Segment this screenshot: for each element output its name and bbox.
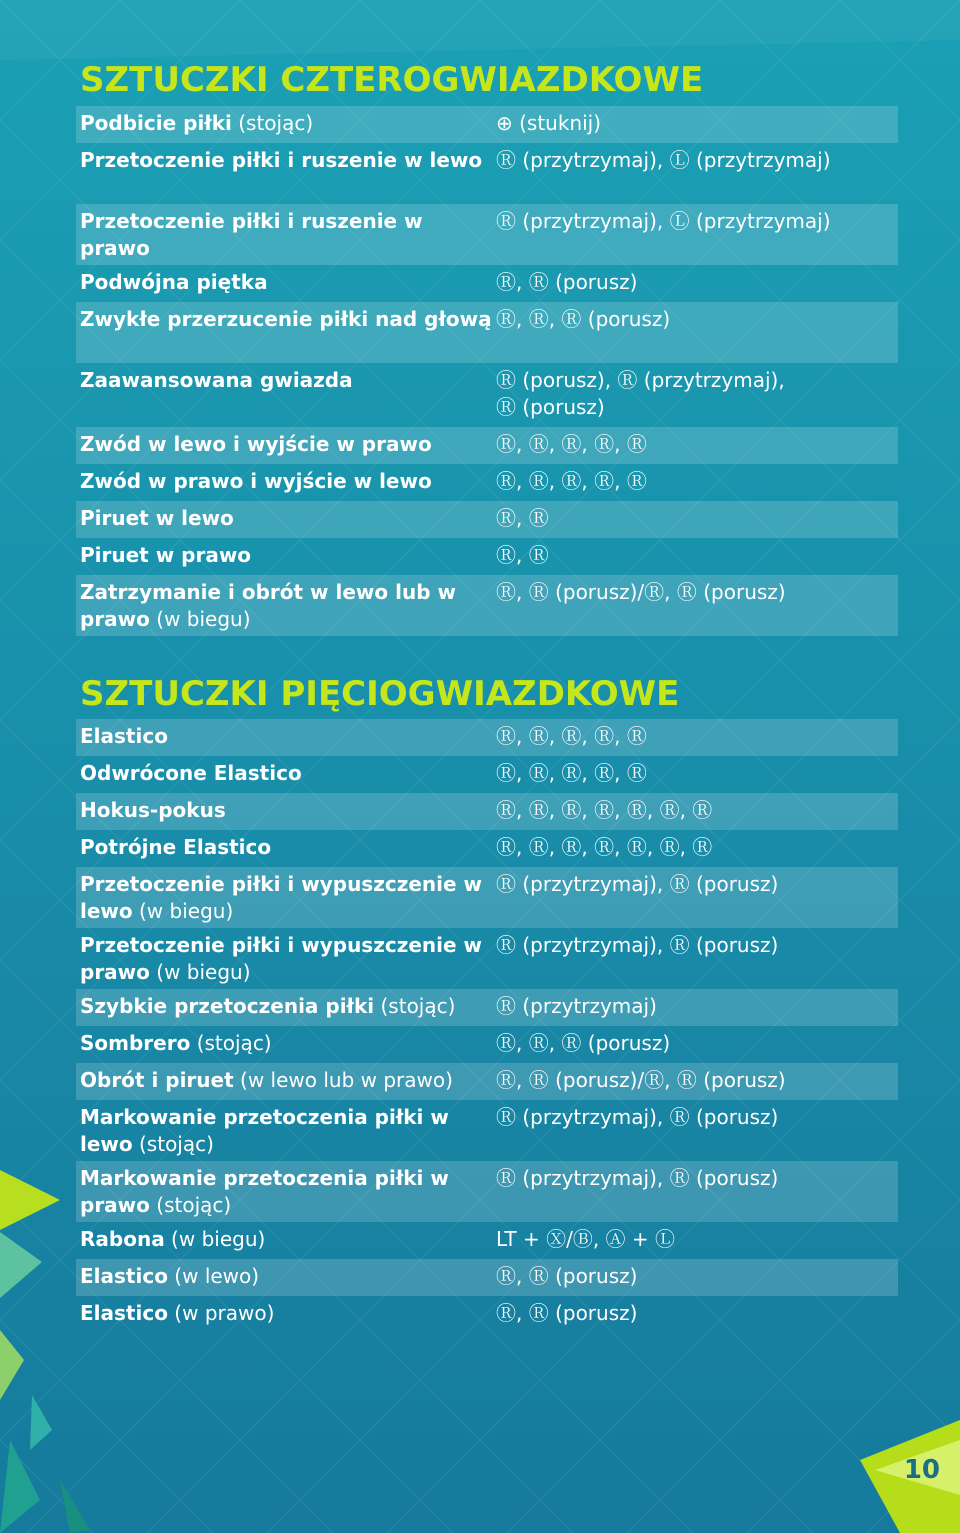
trick-name: Potrójne Elastico: [80, 835, 272, 859]
trick-name: Zwód w prawo i wyjście w lewo: [80, 469, 432, 493]
trick-row: [76, 867, 898, 928]
trick-name: Markowanie przetoczenia piłki w prawo: [80, 1166, 449, 1217]
trick-row: [76, 265, 898, 302]
trick-controls: Ⓡ (przytrzymaj): [496, 994, 657, 1018]
trick-controls: Ⓡ, Ⓡ, Ⓡ, Ⓡ, Ⓡ, Ⓡ, Ⓡ: [496, 835, 713, 859]
trick-row: [76, 989, 898, 1026]
trick-modifier: (w lewo lub w prawo): [233, 1068, 453, 1092]
trick-name: Rabona: [80, 1227, 165, 1251]
trick-controls: Ⓡ (porusz), Ⓡ (przytrzymaj),: [496, 368, 785, 392]
trick-row: [76, 793, 898, 830]
trick-row: [76, 1222, 898, 1259]
trick-controls: Ⓡ, Ⓡ, Ⓡ, Ⓡ, Ⓡ: [496, 724, 647, 748]
trick-controls: Ⓡ, Ⓡ (porusz)/Ⓡ, Ⓡ (porusz): [496, 580, 786, 604]
trick-controls: Ⓡ, Ⓡ, Ⓡ (porusz): [496, 1031, 671, 1055]
trick-modifier: (w prawo): [167, 1301, 275, 1325]
trick-controls: Ⓡ (przytrzymaj), Ⓛ (przytrzymaj): [496, 209, 831, 233]
trick-name: Szybkie przetoczenia piłki: [80, 994, 375, 1018]
trick-name: Podbicie piłki: [80, 111, 232, 135]
trick-name: Elastico: [80, 724, 168, 748]
trick-name: Obrót i piruet: [80, 1068, 234, 1092]
trick-name: Markowanie przetoczenia piłki w lewo: [80, 1105, 449, 1156]
trick-row: [76, 1100, 898, 1161]
trick-controls-cont: Ⓡ (porusz): [496, 395, 605, 419]
trick-name: Zwykłe przerzucenie piłki nad głową: [80, 307, 492, 331]
trick-row: [76, 830, 898, 867]
trick-row: [76, 204, 898, 265]
trick-row: [76, 1063, 898, 1100]
trick-row: [76, 464, 898, 501]
trick-modifier: (w biegu): [132, 899, 234, 923]
trick-row: [76, 719, 898, 756]
four-star-tricks-table: [76, 106, 898, 636]
trick-row: [76, 538, 898, 575]
trick-controls: Ⓡ, Ⓡ (porusz): [496, 270, 638, 294]
trick-modifier: (stojąc): [231, 111, 314, 135]
trick-name: Przetoczenie piłki i ruszenie w lewo: [80, 148, 483, 172]
trick-controls: Ⓡ (przytrzymaj), Ⓛ (przytrzymaj): [496, 148, 831, 172]
trick-modifier: (w biegu): [149, 960, 251, 984]
trick-controls: Ⓡ, Ⓡ, Ⓡ (porusz): [496, 307, 671, 331]
trick-controls: Ⓡ, Ⓡ: [496, 506, 549, 530]
trick-name: Hokus-pokus: [80, 798, 226, 822]
trick-name: Zwód w lewo i wyjście w prawo: [80, 432, 432, 456]
trick-row: [76, 427, 898, 464]
trick-controls: Ⓡ, Ⓡ (porusz): [496, 1264, 638, 1288]
trick-row: [76, 1161, 898, 1222]
trick-controls: Ⓡ, Ⓡ (porusz): [496, 1301, 638, 1325]
trick-controls: Ⓡ, Ⓡ, Ⓡ, Ⓡ, Ⓡ: [496, 761, 647, 785]
trick-name: Elastico: [80, 1264, 168, 1288]
trick-row: [76, 1296, 898, 1333]
trick-name: Sombrero: [80, 1031, 191, 1055]
section-title-five-star: SZTUCZKI PIĘCIOGWIAZDKOWE: [80, 674, 680, 714]
trick-name: Zatrzymanie i obrót w lewo lub w prawo: [80, 580, 456, 631]
trick-name: Podwójna piętka: [80, 270, 268, 294]
trick-modifier: (w biegu): [164, 1227, 266, 1251]
section-title-four-star: SZTUCZKI CZTEROGWIAZDKOWE: [80, 60, 704, 100]
trick-modifier: (stojąc): [132, 1132, 214, 1156]
trick-row: [76, 501, 898, 538]
trick-controls: Ⓡ, Ⓡ, Ⓡ, Ⓡ, Ⓡ: [496, 469, 647, 493]
trick-controls: ⊕ (stuknij): [496, 111, 602, 135]
trick-controls: Ⓡ (przytrzymaj), Ⓡ (porusz): [496, 1166, 779, 1190]
trick-row: [76, 363, 898, 427]
trick-row: [76, 1259, 898, 1296]
trick-row: [76, 1026, 898, 1063]
trick-modifier: (stojąc): [190, 1031, 272, 1055]
trick-name: Piruet w prawo: [80, 543, 252, 567]
trick-controls: LT + Ⓧ/Ⓑ, Ⓐ + Ⓛ: [496, 1227, 676, 1251]
trick-controls: Ⓡ, Ⓡ, Ⓡ, Ⓡ, Ⓡ, Ⓡ, Ⓡ: [496, 798, 713, 822]
trick-modifier: (w biegu): [149, 607, 251, 631]
trick-row: [76, 143, 898, 204]
trick-row: [76, 756, 898, 793]
trick-modifier: (stojąc): [149, 1193, 232, 1217]
trick-controls: Ⓡ, Ⓡ: [496, 543, 549, 567]
trick-name: Piruet w lewo: [80, 506, 234, 530]
five-star-tricks-table: [76, 719, 898, 1333]
page-number: 10: [903, 1455, 940, 1485]
trick-name: Przetoczenie piłki i ruszenie w prawo: [80, 209, 423, 260]
trick-name: Elastico: [80, 1301, 168, 1325]
trick-controls: Ⓡ, Ⓡ (porusz)/Ⓡ, Ⓡ (porusz): [496, 1068, 786, 1092]
trick-controls: Ⓡ, Ⓡ, Ⓡ, Ⓡ, Ⓡ: [496, 432, 647, 456]
trick-controls: Ⓡ (przytrzymaj), Ⓡ (porusz): [496, 872, 779, 896]
trick-name: Przetoczenie piłki i wypuszczenie w prawo: [80, 933, 483, 984]
trick-controls: Ⓡ (przytrzymaj), Ⓡ (porusz): [496, 1105, 779, 1129]
trick-modifier: (stojąc): [374, 994, 456, 1018]
trick-modifier: (w lewo): [167, 1264, 260, 1288]
trick-name: Zaawansowana gwiazda: [80, 368, 353, 392]
trick-row: [76, 928, 898, 989]
trick-row: [76, 302, 898, 363]
trick-row: [76, 106, 898, 143]
trick-name: Przetoczenie piłki i wypuszczenie w lewo: [80, 872, 483, 923]
trick-name: Odwrócone Elastico: [80, 761, 302, 785]
trick-controls: Ⓡ (przytrzymaj), Ⓡ (porusz): [496, 933, 779, 957]
trick-row: [76, 575, 898, 636]
